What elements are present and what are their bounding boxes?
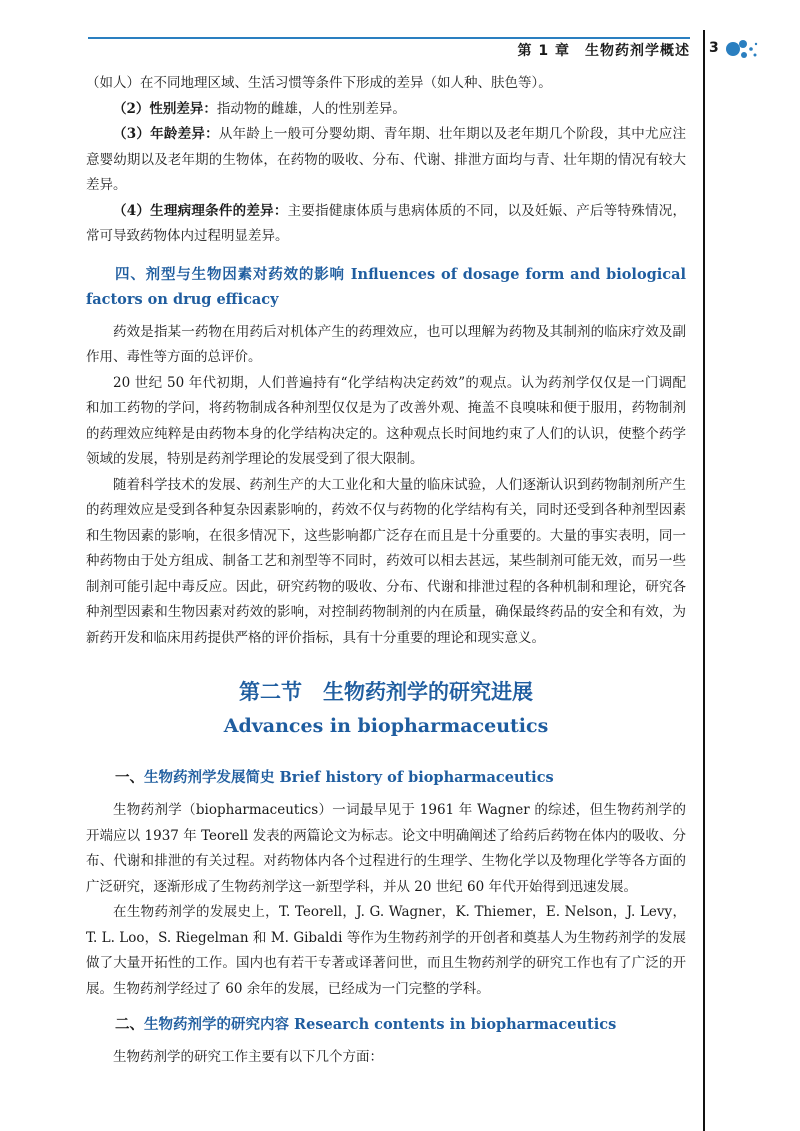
chapter-title-cn: 第二节 生物药剂学的研究进展 (239, 679, 533, 704)
section-number: 二、 (115, 1016, 144, 1033)
paragraph: 在生物药剂学的发展史上，T. Teorell，J. G. Wagner，K. Thiemer，E. Nelson，J. Levy，T. L. Loo，S. Riegelman 和 M. Gibaldi 等作为生物药剂学的开创者和奠基人为生物药剂学的发展做了大量开拓性的工作。国内也有若干专著或译著问世，而且生物药剂学的研究工作也有了广泛的开展。生物药剂学经过了 60 余年的发展，已经成为一门完整的学科。 (86, 904, 686, 997)
section-title: 生物药剂学发展简史 Brief history of biopharmaceutics (144, 769, 554, 786)
section-number: 一、 (115, 769, 144, 786)
paragraph: 药效是指某一药物在用药后对机体产生的药理效应，也可以理解为药物及其制剂的临床疗效及副作用、毒性等方面的总评价。 (86, 323, 686, 365)
difference-label: （4）生理病理条件的差异： (113, 202, 288, 219)
difference-item (86, 97, 686, 123)
bubbles-decoration-icon (723, 35, 763, 65)
paragraph: 20 世纪 50 年代初期，人们普遍持有“化学结构决定药效”的观点。认为药剂学仅仅是一门调配和加工药物的学问，将药物制成各种剂型仅仅是为了改善外观、掩盖不良嗅味和便于服用，药物制剂的药理效应纯粹是由药物本身的化学结构决定的。这种观点长时间地约束了人们的认识，使整个药学领域的发展，特别是药剂学理论的发展受到了很大限制。 (86, 374, 686, 467)
section-heading (86, 1012, 686, 1037)
page-body (86, 71, 686, 1071)
section-title: 生物药剂学的研究内容 Research contents in biopharmaceutics (144, 1016, 617, 1033)
section-heading: 四、剂型与生物因素对药效的影响 Influences of dosage form and biological factors on drug efficacy (86, 265, 686, 308)
difference-text: 从年龄上一般可分婴幼期、青年期、壮年期以及老年期几个阶段，其中尤应注意婴幼期以及老年期的生物体，在药物的吸收、分布、代谢、排泄方面均与青、壮年期的情况有较大差异。 (86, 126, 686, 193)
chapter-title-en: Advances in biopharmaceutics (223, 715, 549, 737)
running-header-title: 第 1 章 生物药剂学概述 (517, 43, 690, 59)
paragraph: 生物药剂学（biopharmaceutics）一词最早见于 1961 年 Wagner 的综述，但生物药剂学的开端应以 1937 年 Teorell 发表的两篇论文为标志。论文中明确阐述了给药后药物在体内的吸收、分布、代谢和排泄的有关过程。对药物体内各个过程进行的生理学、生物化学以及物理化学等各方面的广泛研究，逐渐形成了生物药剂学这一新型学科，并从 20 世纪 60 年代开始得到迅速发展。 (86, 802, 686, 895)
paragraph: 生物药剂学的研究工作主要有以下几个方面： (113, 1049, 383, 1065)
difference-label: （2）性别差异： (113, 100, 217, 117)
difference-label: （3）年龄差异： (113, 126, 219, 142)
paragraph: （如人）在不同地理区域、生活习惯等条件下形成的差异（如人种、肤色等）。 (86, 75, 552, 91)
difference-text: 主要指健康体质与患病体质的不同，以及妊娠、产后等特殊情况，常可导致药物体内过程明显差异。 (86, 202, 686, 244)
margin-rule (703, 30, 705, 1131)
page-number: 3 (709, 40, 719, 56)
difference-item (86, 122, 686, 199)
difference-text: 指动物的雌雄，人的性别差异。 (216, 100, 406, 117)
paragraph: 随着科学技术的发展、药剂生产的大工业化和大量的临床试验，人们逐渐认识到药物制剂所产生的药理效应是受到各种复杂因素影响的，药效不仅与药物的化学结构有关，同时还受到各种剂型因素和生物因素的影响，在很多情况下，这些影响都广泛存在而且是十分重要的。大量的事实表明，同一种药物由于处方组成、制备工艺和剂型等不同时，药效可以相去甚远，某些制剂可能无效，而另一些制剂可能引起中毒反应。因此，研究药物的吸收、分布、代谢和排泄过程的各种机制和理论，研究各种剂型因素和生物因素对药效的影响，对控制药物制剂的内在质量，确保最终药品的安全和有效，为新药开发和临床用药提供严格的评价指标，具有十分重要的理论和现实意义。 (86, 476, 686, 646)
difference-item (86, 199, 686, 250)
header-rule (88, 37, 690, 39)
section-heading (86, 765, 686, 790)
